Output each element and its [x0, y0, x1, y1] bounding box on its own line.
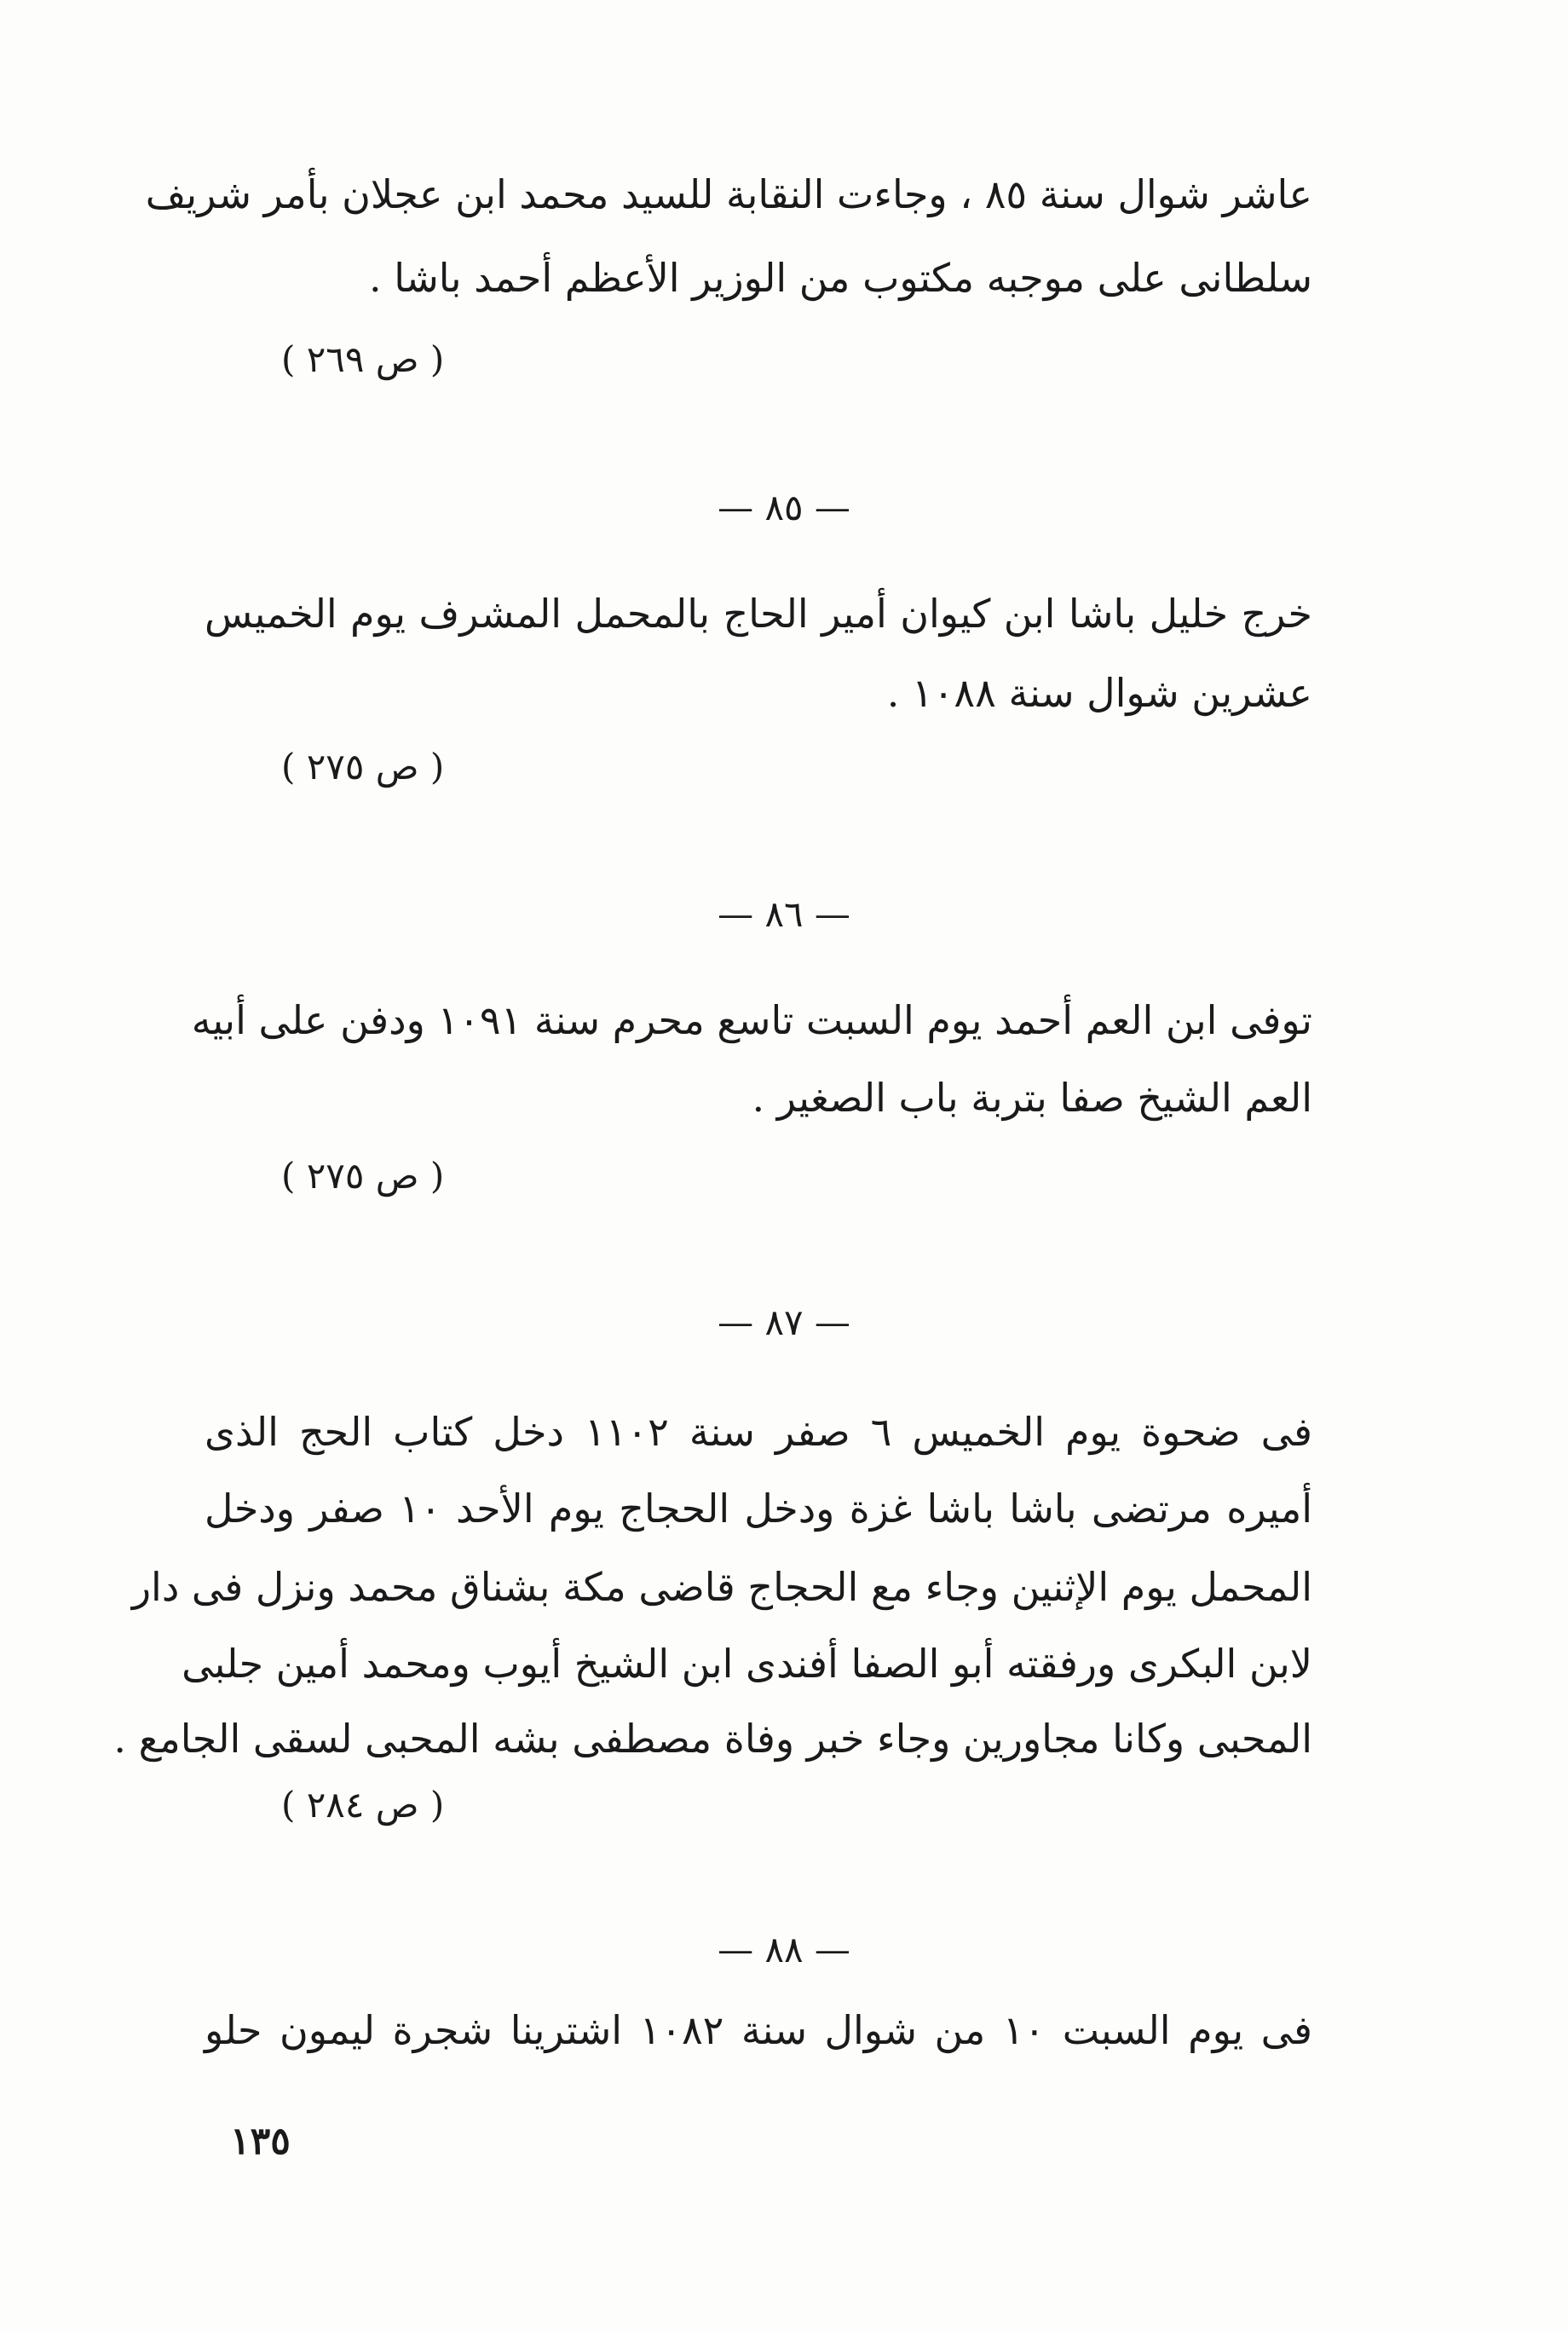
entry-number: — ٨٦ —	[718, 893, 850, 935]
page-number: ١٣٥	[230, 2120, 291, 2163]
citation: ( ص ٢٦٩ )	[281, 338, 445, 380]
entry-number: — ٨٨ —	[718, 1929, 850, 1970]
text-line: المحبى وكانا مجاورين وجاء خبر وفاة مصطفى بشه المحبى لسقى الجامع .	[113, 1716, 1312, 1762]
entry-number: — ٨٧ —	[718, 1301, 850, 1343]
text-line: أميره مرتضى باشا باشا غزة ودخل الحجاج يوم الأحد ١٠ صفر ودخل	[205, 1486, 1312, 1532]
text-line: العم الشيخ صفا بتربة باب الصغير .	[752, 1075, 1312, 1121]
citation: ( ص ٢٧٥ )	[281, 746, 445, 788]
text-line: خرج خليل باشا ابن كيوان أمير الحاج بالمحمل المشرف يوم الخميس	[205, 591, 1312, 637]
text-line: فى يوم السبت ١٠ من شوال سنة ١٠٨٢ اشترينا شجرة ليمون حلو	[205, 2007, 1313, 2053]
text-line: فى ضحوة يوم الخميس ٦ صفر سنة ١١٠٢ دخل كتاب الحج الذى	[205, 1409, 1312, 1455]
text-line: المحمل يوم الإثنين وجاء مع الحجاج قاضى مكة بشناق محمد ونزل فى دار	[131, 1564, 1312, 1610]
text-line: عاشر شوال سنة ٨٥ ، وجاءت النقابة للسيد محمد ابن عجلان بأمر شريف	[145, 171, 1312, 217]
text-line: سلطانى على موجبه مكتوب من الوزير الأعظم أحمد باشا .	[368, 255, 1312, 301]
text-line: عشرين شوال سنة ١٠٨٨ .	[886, 670, 1312, 716]
text-line: توفى ابن العم أحمد يوم السبت تاسع محرم سنة ١٠٩١ ودفن على أبيه	[191, 997, 1312, 1043]
text-line: لابن البكرى ورفقته أبو الصفا أفندى ابن الشيخ أيوب ومحمد أمين جلبى	[182, 1641, 1312, 1687]
citation: ( ص ٢٨٤ )	[281, 1784, 445, 1826]
entry-number: — ٨٥ —	[718, 487, 850, 528]
citation: ( ص ٢٧٥ )	[281, 1155, 445, 1197]
